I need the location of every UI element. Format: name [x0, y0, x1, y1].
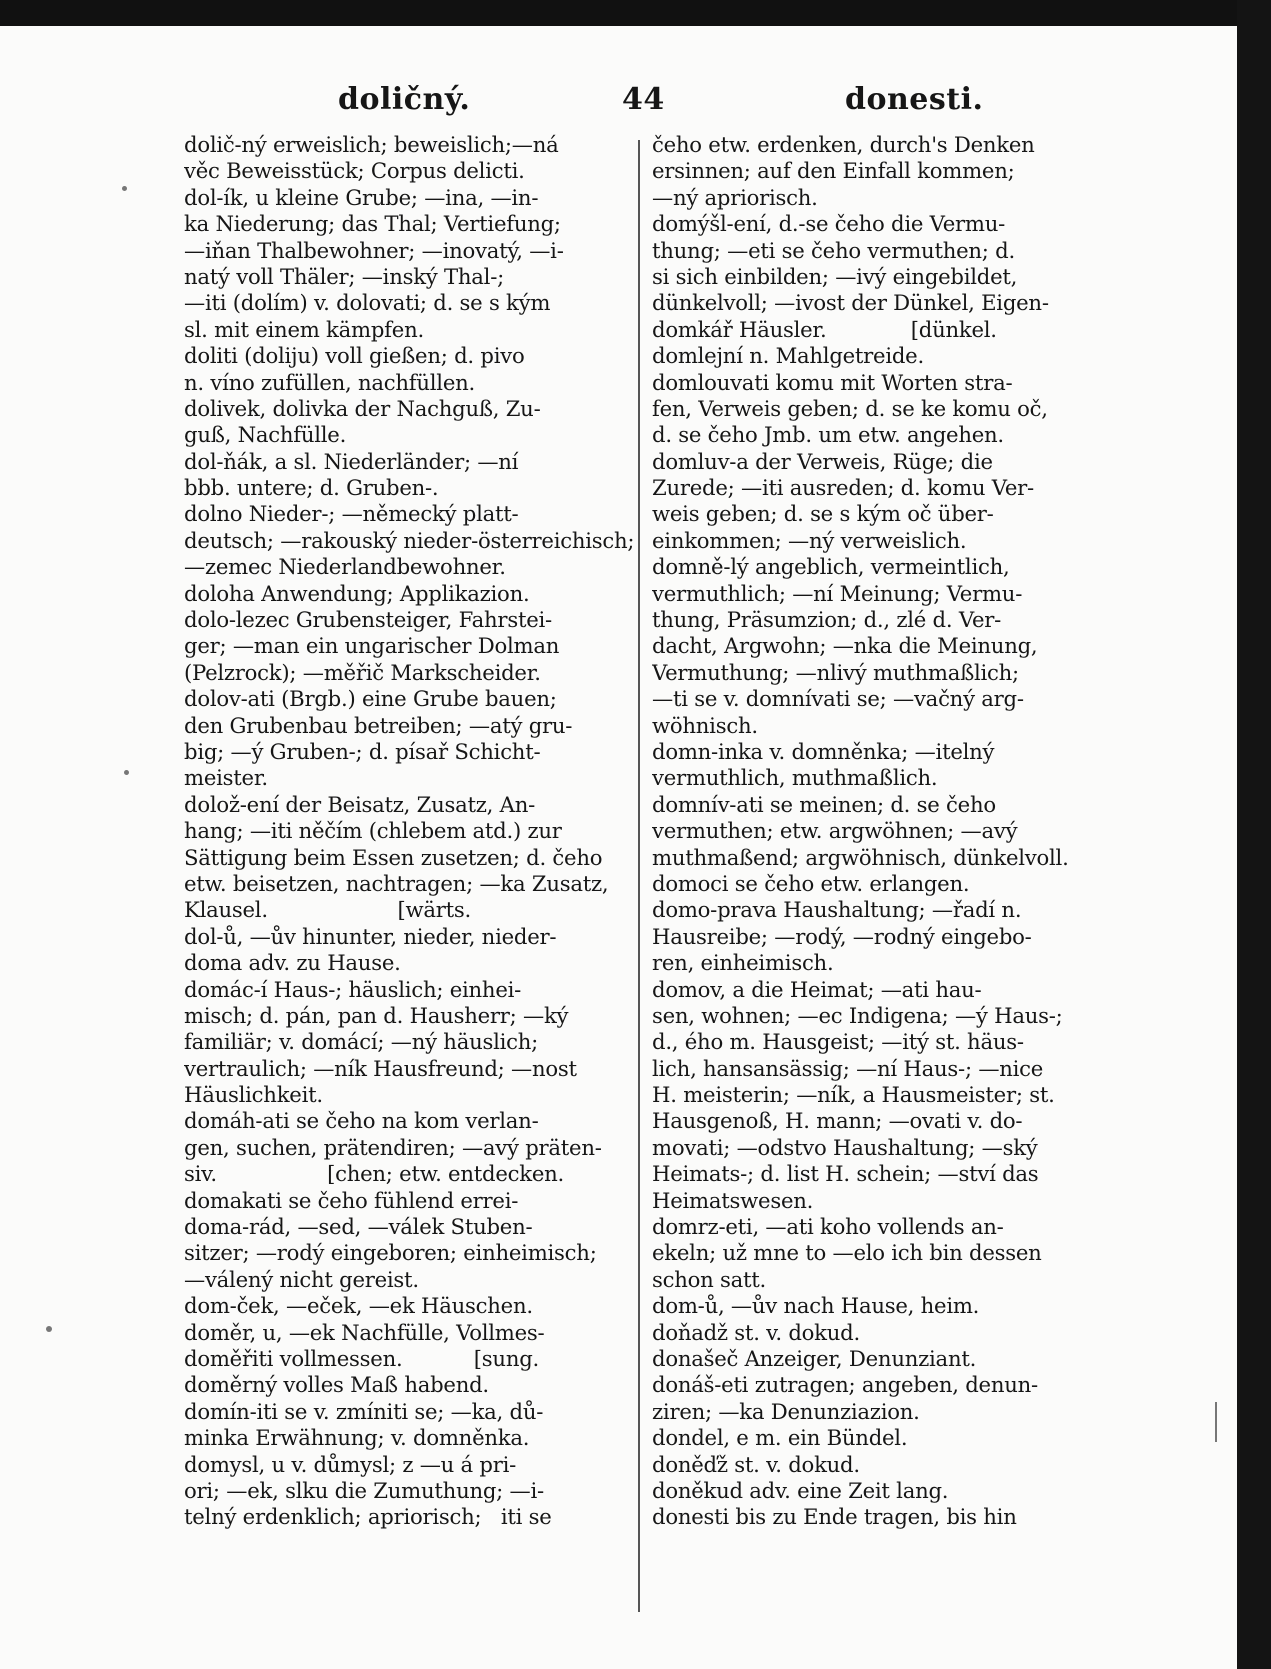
entry-line: einkommen; —ný verweislich.	[652, 527, 967, 553]
entry-line: dolno Nieder-; —německý platt-	[184, 501, 519, 527]
entry-line: weis geben; d. se s kým oč über-	[652, 501, 994, 527]
entry-line: guß, Nachfülle.	[184, 422, 347, 448]
entry-line: dacht, Argwohn; —nka die Meinung,	[652, 633, 1038, 659]
entry-line: deutsch; —rakouský nieder-österreichisch;	[184, 527, 634, 553]
entry-line: vermuthlich, muthmaßlich.	[652, 765, 938, 791]
entry-line: —ný apriorisch.	[652, 184, 818, 210]
entry-line: ren, einheimisch.	[652, 950, 834, 976]
entry-line: domnív-ati se meinen; d. se čeho	[652, 791, 996, 817]
entry-line: doloha Anwendung; Applikazion.	[184, 580, 530, 606]
scan-speck	[124, 770, 129, 775]
entry-line: Sättigung beim Essen zusetzen; d. čeho	[184, 844, 603, 870]
entry-line: hang; —iti něčím (chlebem atd.) zur	[184, 818, 562, 844]
entry-line: Klausel. [wärts.	[184, 897, 472, 923]
entry-line: —iti (dolím) v. dolovati; d. se s kým	[184, 290, 551, 316]
entry-line: —iňan Thalbewohner; —inovatý, —i-	[184, 237, 564, 263]
running-head-left: doličný.	[338, 82, 471, 117]
entry-line: wöhnisch.	[652, 712, 758, 738]
entry-line: muthmaßend; argwöhnisch, dünkelvoll.	[652, 844, 1069, 870]
entry-line: dol-ů, —ův hinunter, nieder, nieder-	[184, 923, 557, 949]
entry-line: thung; —eti se čeho vermuthen; d.	[652, 237, 1015, 263]
entry-line: n. víno zufüllen, nachfüllen.	[184, 369, 475, 395]
entry-line: dolič-ný erweislich; beweislich;—ná	[184, 132, 559, 157]
entry-line: věc Beweisstück; Corpus delicti.	[184, 158, 525, 184]
entry-line: domkář Häusler. [dünkel.	[652, 316, 997, 342]
entry-line: dolivek, dolivka der Nachguß, Zu-	[184, 395, 541, 421]
entry-line: doma adv. zu Hause.	[184, 950, 401, 976]
entry-line: domín-iti se v. zmíniti se; —ka, dů-	[184, 1398, 544, 1424]
entry-line: big; —ý Gruben-; d. písař Schicht-	[184, 738, 541, 764]
entry-line: natý voll Thäler; —inský Thal-;	[184, 263, 504, 289]
entry-line: domn-inka v. domněnka; —itelný	[652, 738, 995, 764]
entry-line: bbb. untere; d. Gruben-.	[184, 475, 439, 501]
entry-line: schon satt.	[652, 1266, 767, 1292]
entry-line: ori; —ek, slku die Zumuthung; —i-	[184, 1477, 544, 1503]
entry-line: doněďž st. v. dokud.	[652, 1451, 860, 1477]
entry-line: lich, hansansässig; —ní Haus-; —nice	[652, 1055, 1044, 1081]
entry-line: vertraulich; —ník Hausfreund; —nost	[184, 1055, 577, 1081]
entry-line: domakati se čeho fühlend errei-	[184, 1187, 519, 1213]
scan-speck	[46, 1326, 52, 1332]
scan-right-edge	[1237, 0, 1271, 1669]
entry-line: domysl, u v. důmysl; z —u á pri-	[184, 1451, 517, 1477]
entry-line: domác-í Haus-; häuslich; einhei-	[184, 976, 522, 1002]
entry-line: Hausreibe; —rodý, —rodný eingebo-	[652, 923, 1032, 949]
entry-line: ziren; —ka Denunziazion.	[652, 1398, 920, 1424]
running-head-right: donesti.	[845, 82, 984, 117]
entry-line: doněkud adv. eine Zeit lang.	[652, 1477, 949, 1503]
left-column	[184, 132, 634, 1627]
entry-line: —ti se v. domnívati se; —vačný arg-	[652, 686, 1024, 712]
entry-line: dol-ňák, a sl. Niederländer; —ní	[184, 448, 519, 474]
entry-line: doliti (doliju) voll gießen; d. pivo	[184, 343, 525, 369]
entry-line: domluv-a der Verweis, Rüge; die	[652, 448, 993, 474]
scan-top-shadow	[0, 0, 1271, 26]
entry-line: domýšl-ení, d.-se čeho die Vermu-	[652, 211, 1006, 237]
entry-line: dol-ík, u kleine Grube; —ina, —in-	[184, 184, 539, 210]
entry-line: Zurede; —iti ausreden; d. komu Ver-	[652, 475, 1034, 501]
entry-line: gen, suchen, prätendiren; —avý präten-	[184, 1134, 602, 1160]
page-number: 44	[622, 82, 665, 117]
entry-line: domně-lý angeblich, vermeintlich,	[652, 554, 1010, 580]
entry-line: —válený nicht gereist.	[184, 1266, 419, 1292]
entry-line: domrz-eti, —ati koho vollends an-	[652, 1214, 1004, 1240]
entry-line: ger; —man ein ungarischer Dolman	[184, 633, 560, 659]
entry-line: domlejní n. Mahlgetreide.	[652, 343, 924, 369]
entry-line: dondel, e m. ein Bündel.	[652, 1425, 908, 1451]
entry-line: etw. beisetzen, nachtragen; —ka Zusatz,	[184, 870, 609, 896]
entry-line: thung, Präsumzion; d., zlé d. Ver-	[652, 607, 1002, 633]
entry-line: meister.	[184, 765, 268, 791]
entry-line: domlouvati komu mit Worten stra-	[652, 369, 1013, 395]
entry-line: siv. [chen; etw. entdecken.	[184, 1161, 564, 1187]
entry-line: domoci se čeho etw. erlangen.	[652, 870, 970, 896]
entry-line: čeho etw. erdenken, durch's Denken	[652, 132, 1035, 157]
entry-line: misch; d. pán, pan d. Hausherr; —ký	[184, 1002, 569, 1028]
entry-line: doměrný volles Maß habend.	[184, 1372, 489, 1398]
entry-line: donesti bis zu Ende tragen, bis hin	[652, 1504, 1017, 1530]
entry-line: Vermuthung; —nlivý muthmaßlich;	[652, 659, 1019, 685]
entry-line: Hausgenoß, H. mann; —ovati v. do-	[652, 1108, 1023, 1134]
entry-line: dünkelvoll; —ivost der Dünkel, Eigen-	[652, 290, 1049, 316]
entry-line: vermuthlich; —ní Meinung; Vermu-	[652, 580, 1023, 606]
entry-line: Heimats-; d. list H. schein; —ství das	[652, 1161, 1039, 1187]
entry-line: donáš-eti zutragen; angeben, denun-	[652, 1372, 1038, 1398]
entry-line: Häuslichkeit.	[184, 1082, 323, 1108]
entry-line: Heimatswesen.	[652, 1187, 814, 1213]
right-column	[652, 132, 1102, 1627]
entry-line: minka Erwähnung; v. domněnka.	[184, 1425, 530, 1451]
entry-line: si sich einbilden; —ivý eingebildet,	[652, 263, 1018, 289]
entry-line: doměr, u, —ek Nachfülle, Vollmes-	[184, 1319, 545, 1345]
entry-line: H. meisterin; —ník, a Hausmeister; st.	[652, 1082, 1055, 1108]
entry-line: sl. mit einem kämpfen.	[184, 316, 424, 342]
entry-line: dolož-ení der Beisatz, Zusatz, An-	[184, 791, 535, 817]
entry-line: domáh-ati se čeho na kom verlan-	[184, 1108, 539, 1134]
entry-line: dom-ček, —eček, —ek Häuschen.	[184, 1293, 533, 1319]
entry-line: dolov-ati (Brgb.) eine Grube bauen;	[184, 686, 557, 712]
entry-line: doma-rád, —sed, —válek Stuben-	[184, 1214, 533, 1240]
entry-line: d., ého m. Hausgeist; —itý st. häus-	[652, 1029, 1024, 1055]
column-divider	[638, 140, 640, 1612]
entry-line: sen, wohnen; —ec Indigena; —ý Haus-;	[652, 1002, 1063, 1028]
entry-line: domo-prava Haushaltung; —řadí n.	[652, 897, 1022, 923]
entry-line: familiär; v. domácí; —ný häuslich;	[184, 1029, 539, 1055]
entry-line: doňadž st. v. dokud.	[652, 1319, 860, 1345]
entry-line: (Pelzrock); —měřič Markscheider.	[184, 659, 541, 685]
entry-line: ekeln; už mne to —elo ich bin dessen	[652, 1240, 1042, 1266]
entry-line: telný erdenklich; apriorisch; iti se	[184, 1504, 552, 1530]
entry-line: dom-ů, —ův nach Hause, heim.	[652, 1293, 980, 1319]
entry-line: den Grubenbau betreiben; —atý gru-	[184, 712, 573, 738]
entry-line: donašeč Anzeiger, Denunziant.	[652, 1345, 977, 1371]
entry-line: d. se čeho Jmb. um etw. angehen.	[652, 422, 1004, 448]
entry-line: dolo-lezec Grubensteiger, Fahrstei-	[184, 607, 552, 633]
scan-speck	[1215, 1402, 1217, 1442]
entry-line: fen, Verweis geben; d. se ke komu oč,	[652, 395, 1048, 421]
entry-line: ka Niederung; das Thal; Vertiefung;	[184, 211, 561, 237]
entry-line: ersinnen; auf den Einfall kommen;	[652, 158, 1015, 184]
entry-line: —zemec Niederlandbewohner.	[184, 554, 506, 580]
entry-line: domov, a die Heimat; —ati hau-	[652, 976, 982, 1002]
entry-line: movati; —odstvo Haushaltung; —ský	[652, 1134, 1038, 1160]
entry-line: vermuthen; etw. argwöhnen; —avý	[652, 818, 1018, 844]
scan-speck	[122, 186, 127, 191]
entry-line: sitzer; —rodý eingeboren; einheimisch;	[184, 1240, 597, 1266]
entry-line: doměřiti vollmessen. [sung.	[184, 1345, 540, 1371]
